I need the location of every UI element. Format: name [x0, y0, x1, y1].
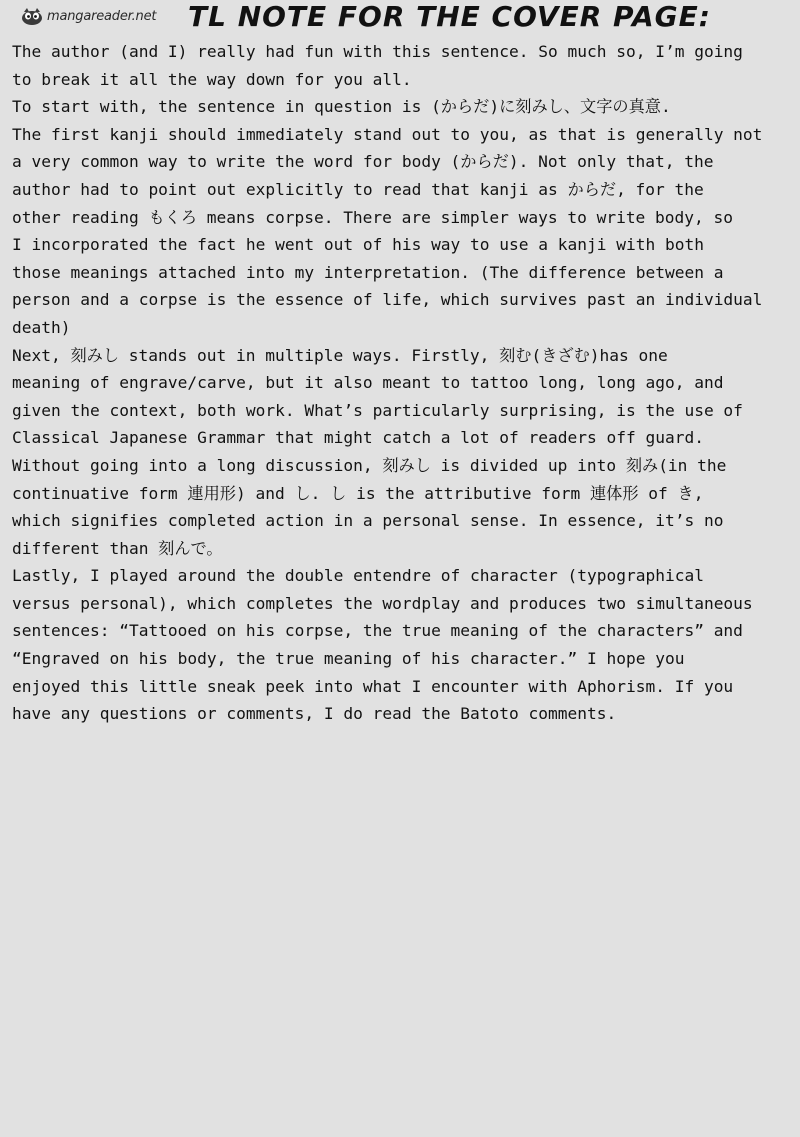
note-line: I incorporated the fact he went out of his way to use a kanji with both: [12, 235, 704, 255]
note-line: to break it all the way down for you all.: [12, 69, 412, 89]
note-line: which signifies completed action in a personal sense. In essence, it’s no: [12, 511, 724, 531]
note-line: continuative form 連用形) and し. し is the attributive form 連体形 of き,: [12, 483, 704, 503]
note-line: meaning of engrave/carve, but it also meant to tattoo long, long ago, and: [12, 373, 724, 393]
tl-note-body: [12, 38, 796, 728]
note-line: Lastly, I played around the double entendre of character (typographical: [12, 566, 704, 586]
note-line: The author (and I) really had fun with this sentence. So much so, I’m going: [12, 42, 743, 61]
note-line: those meanings attached into my interpretation. (The difference between a: [12, 262, 724, 282]
note-line: sentences: “Tattooed on his corpse, the true meaning of the characters” and: [12, 621, 743, 641]
note-line: different than 刻んで。: [12, 538, 223, 558]
note-line: other reading もくろ means corpse. There are simpler ways to write body, so: [12, 207, 734, 227]
watermark: [20, 6, 156, 26]
note-line: have any questions or comments, I do read the Batoto comments.: [12, 704, 617, 724]
note-line: enjoyed this little sneak peek into what I encounter with Aphorism. If you: [12, 676, 734, 696]
note-line: death): [12, 317, 71, 337]
note-line: The first kanji should immediately stand out to you, as that is generally not: [12, 124, 763, 144]
note-line: author had to point out explicitly to read that kanji as からだ, for the: [12, 179, 704, 199]
watermark-text: mangareader.net: [47, 8, 157, 24]
page-title: TL NOTE FOR THE COVER PAGE:: [188, 0, 711, 33]
mascot-logo-icon: [20, 6, 44, 26]
note-line: Next, 刻みし stands out in multiple ways. Firstly, 刻む(きざむ)has one: [12, 345, 668, 365]
note-line: Without going into a long discussion, 刻みし is divided up into 刻み(in the: [12, 455, 727, 475]
note-line: To start with, the sentence in question is (からだ)に刻みし、文字の真意.: [12, 97, 671, 117]
note-line: Classical Japanese Grammar that might catch a lot of readers off guard.: [12, 428, 704, 448]
note-line: “Engraved on his body, the true meaning of his character.” I hope you: [12, 649, 685, 669]
note-line: given the context, both work. What’s particularly surprising, is the use of: [12, 400, 743, 420]
note-line: person and a corpse is the essence of life, which survives past an individual: [12, 290, 763, 310]
note-line: versus personal), which completes the wordplay and produces two simultaneous: [12, 593, 753, 613]
note-line: a very common way to write the word for body (からだ). Not only that, the: [12, 152, 714, 172]
